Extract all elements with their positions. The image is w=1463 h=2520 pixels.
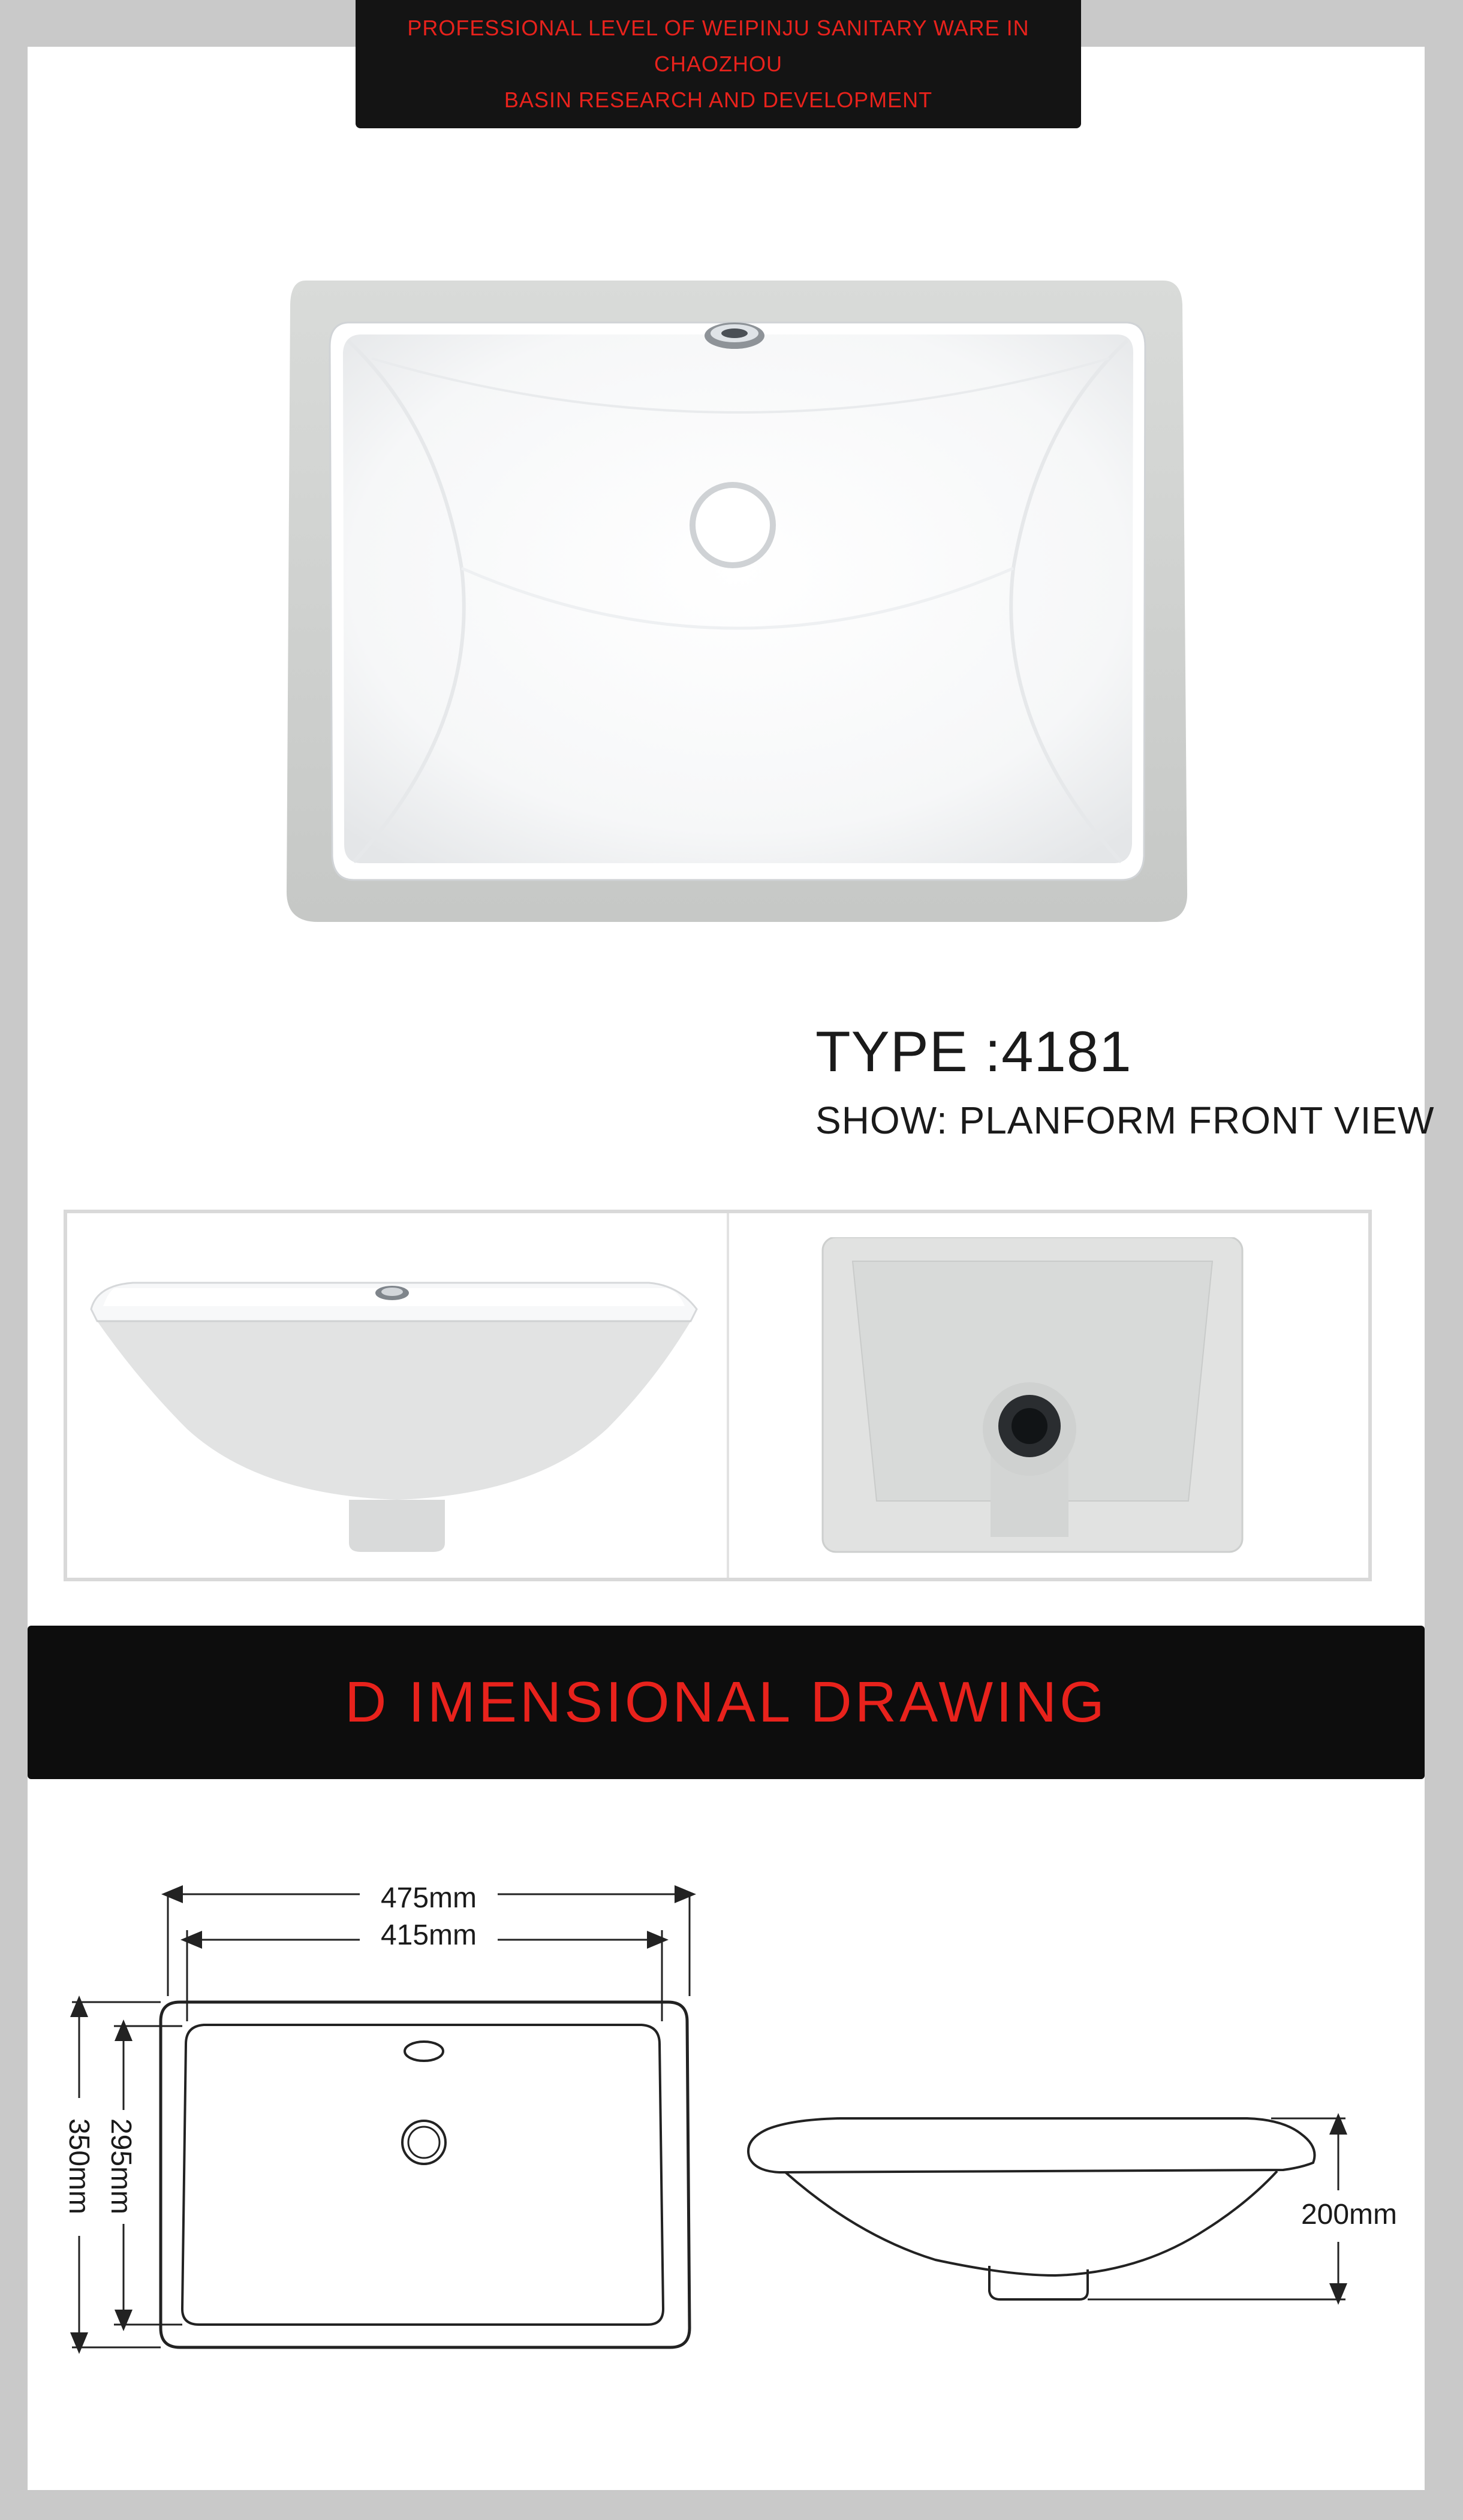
banner-line-2: BASIN RESEARCH AND DEVELOPMENT — [504, 88, 933, 112]
side-rim-outline — [748, 2118, 1315, 2172]
outer-width-label: 475mm — [380, 1882, 477, 1914]
height-label: 200mm — [1301, 2199, 1398, 2230]
section-title: D IMENSIONAL DRAWING — [345, 1670, 1107, 1734]
side-bowl-outline — [785, 2171, 1277, 2275]
product-view-caption: SHOW: PLANFORM FRONT VIEW — [815, 1099, 1435, 1142]
outer-length-label: 350mm — [63, 2118, 95, 2215]
inner-width-label: 415mm — [380, 1919, 477, 1951]
drain-hole-inner — [408, 2127, 439, 2158]
plan-outer-outline — [161, 2002, 690, 2347]
overflow-hole — [405, 2042, 443, 2061]
banner-line-1: PROFESSIONAL LEVEL OF WEIPINJU SANITARY WARE IN CHAOZHOU — [407, 16, 1029, 76]
product-type-title: TYPE :4181 — [815, 1020, 1132, 1084]
inner-length-label: 295mm — [105, 2118, 137, 2215]
plan-inner-outline — [182, 2025, 663, 2325]
